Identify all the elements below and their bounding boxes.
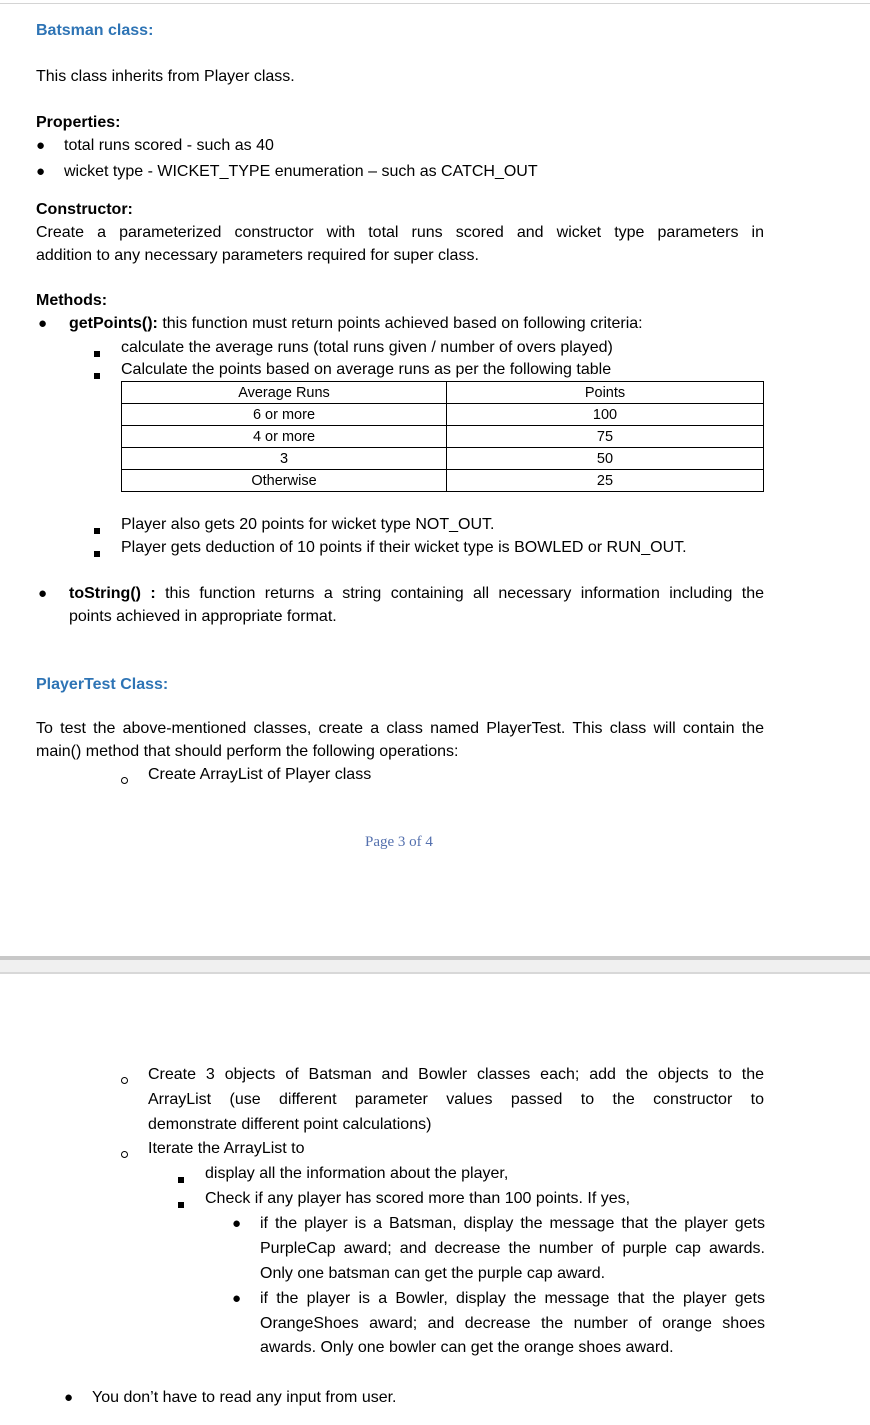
- property-item: total runs scored - such as 40: [64, 137, 274, 154]
- playertest-text: main() method that should perform the following operations:: [36, 743, 459, 760]
- method-name: toString() :: [69, 585, 156, 602]
- bullet-icon: ●: [64, 1389, 74, 1406]
- page-separator-bottom-edge: [0, 972, 870, 974]
- sub-item: display all the information about the player,: [205, 1165, 509, 1182]
- rule-item: Player also gets 20 points for wicket type NOT_OUT.: [121, 516, 495, 533]
- batsman-class-heading: Batsman class:: [36, 22, 154, 39]
- award-text: if the player is a Batsman, display the message that the player gets: [260, 1215, 765, 1232]
- constructor-text: addition to any necessary parameters required for super class.: [36, 247, 479, 264]
- table-row: [122, 426, 764, 448]
- operation-item: ArrayList (use different parameter values passed to the constructor to: [148, 1091, 764, 1108]
- bullet-icon: ●: [36, 163, 46, 180]
- bullet-icon: ●: [38, 315, 48, 332]
- award-text: if the player is a Bowler, display the message that the player gets: [260, 1290, 765, 1307]
- playertest-text: To test the above-mentioned classes, create a class named PlayerTest. This class will contain the: [36, 720, 764, 737]
- table-cell: 50: [447, 448, 764, 470]
- operation-item: demonstrate different point calculations): [148, 1116, 432, 1133]
- award-text: Only one batsman can get the purple cap award.: [260, 1265, 606, 1282]
- square-bullet-icon: [178, 1170, 184, 1188]
- circle-bullet-icon: [121, 771, 128, 789]
- operation-item: Create 3 objects of Batsman and Bowler classes each; add the objects to the: [148, 1066, 764, 1083]
- method-description: this function must return points achieved based on following criteria:: [162, 315, 643, 332]
- constructor-heading: Constructor:: [36, 201, 133, 218]
- square-bullet-icon: [94, 366, 100, 384]
- award-text: awards. Only one bowler can get the orange shoes award.: [260, 1339, 674, 1356]
- rule-item: Player gets deduction of 10 points if their wicket type is BOWLED or RUN_OUT.: [121, 539, 687, 556]
- square-bullet-icon: [94, 521, 100, 539]
- playertest-class-heading: PlayerTest Class:: [36, 676, 169, 693]
- table-header-cell: Points: [447, 382, 764, 404]
- method-description: points achieved in appropriate format.: [69, 608, 337, 625]
- method-name: getPoints():: [69, 315, 158, 332]
- table-cell: 4 or more: [122, 426, 447, 448]
- table-cell: 100: [447, 404, 764, 426]
- circle-bullet-icon: [121, 1145, 128, 1163]
- table-cell: 75: [447, 426, 764, 448]
- page-number: Page 3 of 4: [365, 834, 433, 850]
- table-cell: 25: [447, 470, 764, 492]
- points-table: [121, 381, 764, 492]
- table-cell: Otherwise: [122, 470, 447, 492]
- method-description: this function returns a string containing all necessary information including the: [165, 585, 764, 602]
- table-header-cell: Average Runs: [122, 382, 447, 404]
- table-header-row: [122, 382, 764, 404]
- final-note: You don’t have to read any input from user.: [92, 1389, 397, 1406]
- table-row: [122, 470, 764, 492]
- inherit-text: This class inherits from Player class.: [36, 68, 295, 85]
- award-text: OrangeShoes award; and decrease the number of orange shoes: [260, 1315, 765, 1332]
- award-text: PurpleCap award; and decrease the number of purple cap awards.: [260, 1240, 765, 1257]
- bullet-icon: ●: [232, 1290, 242, 1307]
- tostring-item: [69, 585, 764, 603]
- table-row: [122, 448, 764, 470]
- table-cell: 6 or more: [122, 404, 447, 426]
- bullet-icon: ●: [36, 137, 46, 154]
- criteria-item: Calculate the points based on average runs as per the following table: [121, 361, 612, 378]
- bullet-icon: ●: [232, 1215, 242, 1232]
- square-bullet-icon: [178, 1195, 184, 1213]
- methods-heading: Methods:: [36, 292, 108, 309]
- property-item: wicket type - WICKET_TYPE enumeration – such as CATCH_OUT: [64, 163, 538, 180]
- properties-heading: Properties:: [36, 114, 121, 131]
- circle-bullet-icon: [121, 1071, 128, 1089]
- operation-item: Create ArrayList of Player class: [148, 766, 372, 783]
- square-bullet-icon: [94, 344, 100, 362]
- sub-item: Check if any player has scored more than 100 points. If yes,: [205, 1190, 631, 1207]
- getpoints-item: [69, 315, 643, 333]
- bullet-icon: ●: [38, 585, 48, 602]
- square-bullet-icon: [94, 544, 100, 562]
- table-cell: 3: [122, 448, 447, 470]
- table-row: [122, 404, 764, 426]
- operation-item: Iterate the ArrayList to: [148, 1140, 305, 1157]
- page-top-border: [0, 3, 870, 4]
- page-separator-top-edge: [0, 956, 870, 960]
- criteria-item: calculate the average runs (total runs given / number of overs played): [121, 339, 613, 356]
- constructor-text: Create a parameterized constructor with total runs scored and wicket type parameters in: [36, 224, 764, 241]
